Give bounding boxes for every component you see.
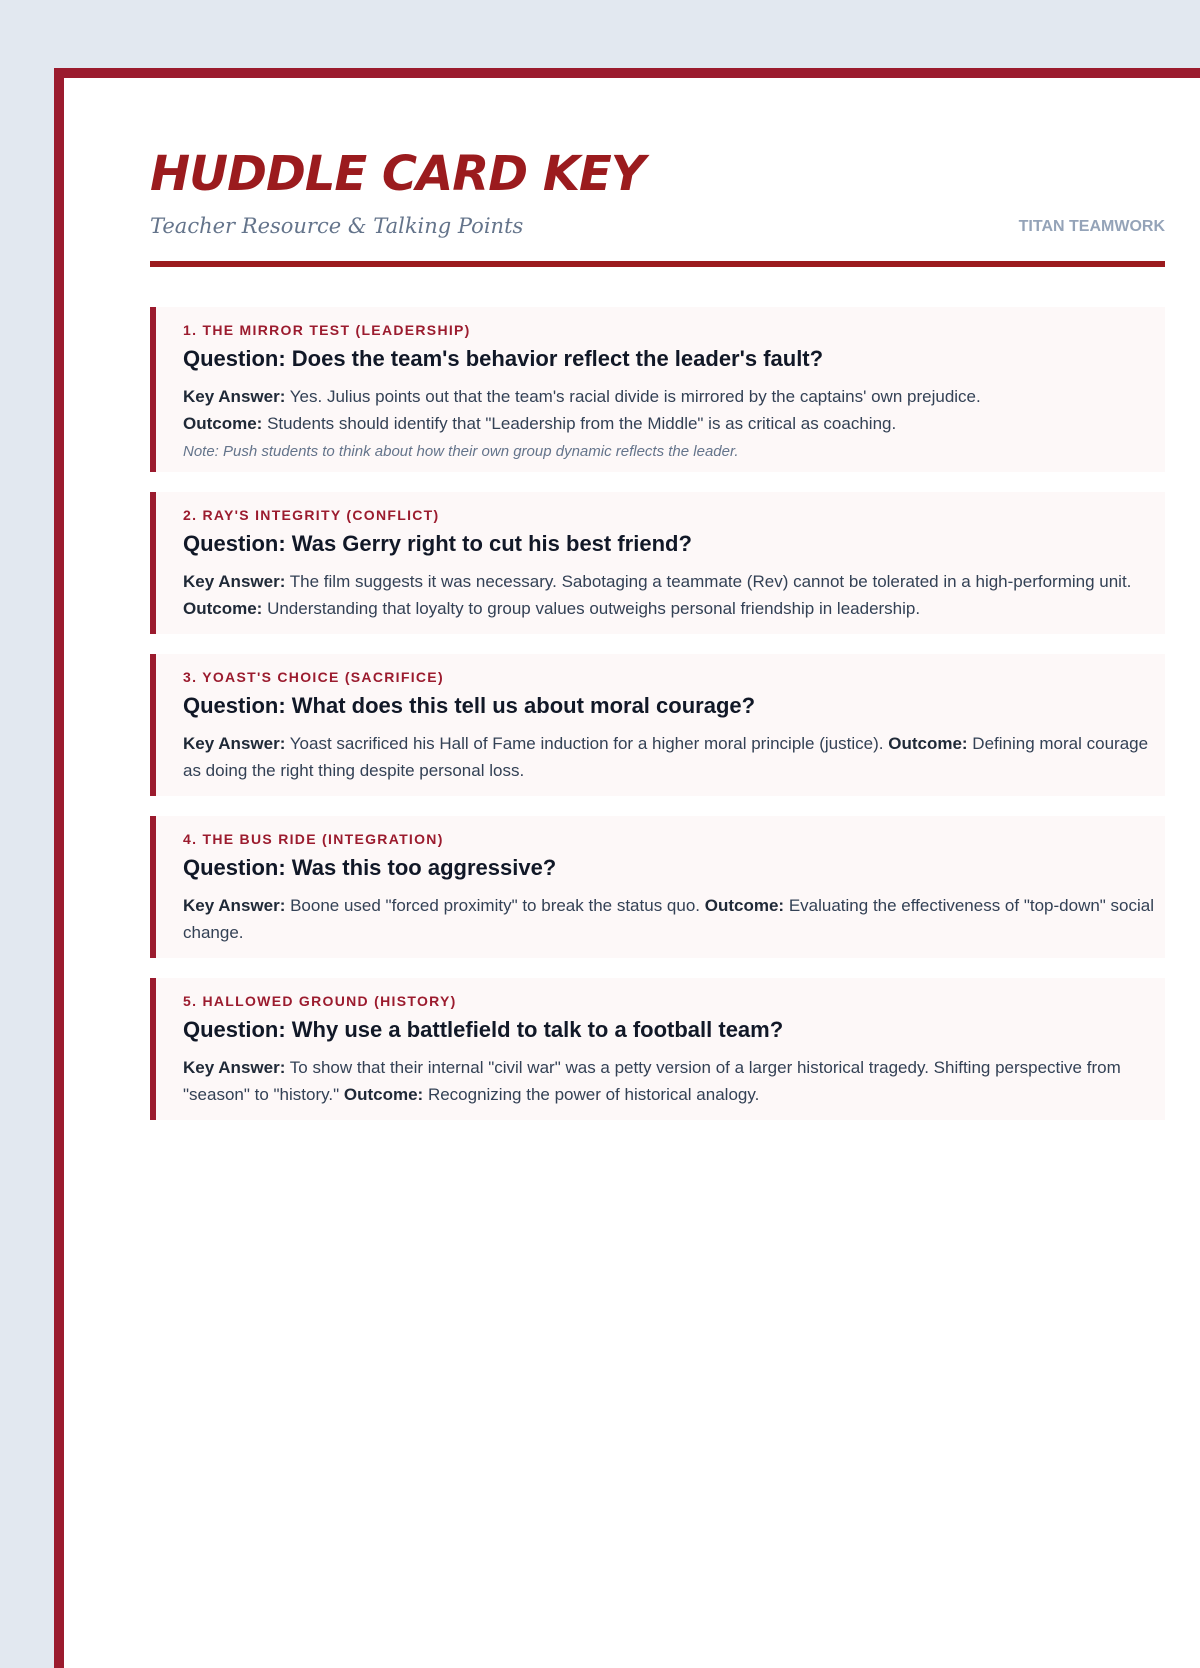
card-note: Note: Push students to think about how their own group dynamic reflects the leader. bbox=[183, 443, 739, 460]
outcome-label: Outcome: bbox=[343, 1085, 424, 1104]
card-question: Question: Was this too aggressive? bbox=[183, 855, 557, 880]
key-answer-label: Key Answer: bbox=[183, 896, 286, 915]
card-label: 3. YOAST'S CHOICE (SACRIFICE) bbox=[183, 669, 444, 685]
key-answer-text: To show that their internal "civil war" was a petty version of a larger historical tragedy. Shifting perspective from "season" to "history." bbox=[183, 1058, 1121, 1104]
page-title: HUDDLE CARD KEY bbox=[150, 146, 645, 202]
card-answer bbox=[183, 892, 1165, 946]
brand-label: TITAN TEAMWORK bbox=[1018, 218, 1165, 235]
outcome-label: Outcome: bbox=[704, 896, 785, 915]
card-answer bbox=[183, 383, 1165, 437]
card-answer bbox=[183, 1054, 1165, 1108]
huddle-card bbox=[150, 307, 1165, 472]
card-answer bbox=[183, 568, 1165, 622]
card-answer bbox=[183, 730, 1165, 784]
card-question: Question: Does the team's behavior reflect the leader's fault? bbox=[183, 346, 824, 371]
key-answer-text: Boone used "forced proximity" to break the status quo. bbox=[290, 896, 701, 915]
header-divider bbox=[150, 261, 1165, 267]
key-answer-label: Key Answer: bbox=[183, 1058, 286, 1077]
outcome-text: Understanding that loyalty to group values outweighs personal friendship in leadership. bbox=[267, 599, 921, 618]
huddle-card bbox=[150, 816, 1165, 958]
huddle-card bbox=[150, 978, 1165, 1120]
outcome-text: Defining moral courage as doing the right thing despite personal loss. bbox=[183, 734, 1149, 780]
card-label: 2. RAY'S INTEGRITY (CONFLICT) bbox=[183, 507, 440, 523]
huddle-card bbox=[150, 492, 1165, 634]
outcome-text: Recognizing the power of historical analogy. bbox=[427, 1085, 760, 1104]
key-answer-label: Key Answer: bbox=[183, 734, 286, 753]
card-label: 1. THE MIRROR TEST (LEADERSHIP) bbox=[183, 322, 471, 338]
card-question: Question: Why use a battlefield to talk to a football team? bbox=[183, 1017, 784, 1042]
outcome-label: Outcome: bbox=[888, 734, 968, 753]
outcome-text: Students should identify that "Leadership from the Middle" is as critical as coaching. bbox=[267, 414, 897, 433]
key-answer-text: The film suggests it was necessary. Sabotaging a teammate (Rev) cannot be tolerated in a high-performing unit. bbox=[289, 572, 1132, 591]
document-page bbox=[54, 68, 1200, 1668]
page-subtitle: Teacher Resource & Talking Points bbox=[150, 214, 524, 238]
card-question: Question: Was Gerry right to cut his best friend? bbox=[183, 531, 692, 556]
card-question: Question: What does this tell us about moral courage? bbox=[183, 693, 756, 718]
outcome-label: Outcome: bbox=[183, 414, 263, 433]
outcome-label: Outcome: bbox=[183, 599, 263, 618]
outcome-text: Evaluating the effectiveness of "top-down" social change. bbox=[183, 896, 1155, 942]
card-label: 4. THE BUS RIDE (INTEGRATION) bbox=[183, 831, 444, 847]
key-answer-text: Yes. Julius points out that the team's racial divide is mirrored by the captains' own prejudice. bbox=[289, 387, 981, 406]
key-answer-label: Key Answer: bbox=[183, 572, 286, 591]
card-list bbox=[150, 307, 1165, 1140]
card-label: 5. HALLOWED GROUND (HISTORY) bbox=[183, 993, 457, 1009]
key-answer-text: Yoast sacrificed his Hall of Fame induction for a higher moral principle (justice). bbox=[289, 734, 884, 753]
key-answer-label: Key Answer: bbox=[183, 387, 286, 406]
huddle-card bbox=[150, 654, 1165, 796]
